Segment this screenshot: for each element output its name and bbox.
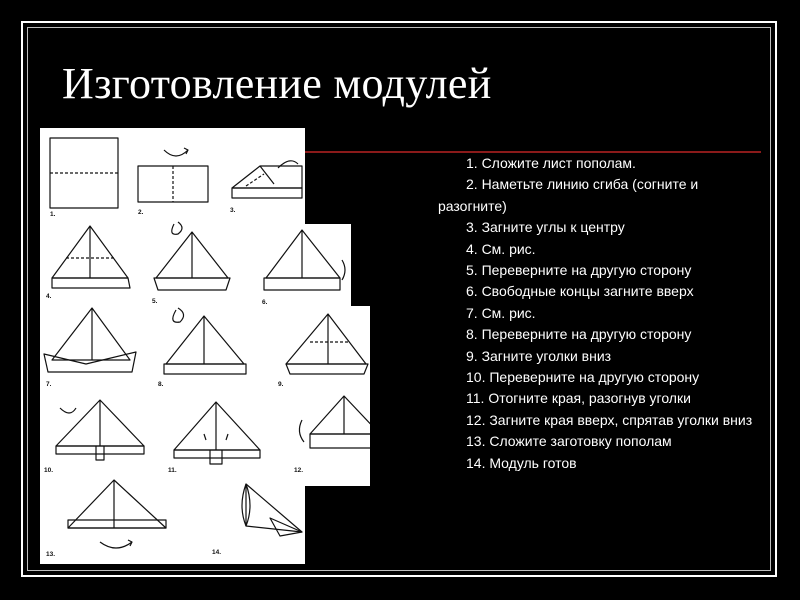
step-label: 9. bbox=[278, 381, 284, 388]
step-label: 7. bbox=[46, 381, 52, 388]
step-label: 11. bbox=[168, 467, 177, 474]
step-item: 3. Загните углы к центру bbox=[466, 219, 625, 236]
step-item: 14. Модуль готов bbox=[466, 454, 577, 471]
step-label: 4. bbox=[46, 293, 52, 300]
step-item: 12. Загните края вверх, спрятав уголки вниз bbox=[466, 411, 753, 428]
step-label: 5. bbox=[152, 298, 158, 305]
step-item: 13. Сложите заготовку пополам bbox=[466, 433, 672, 450]
slide-title: Изготовление модулей bbox=[62, 59, 492, 108]
step-label: 1. bbox=[50, 211, 56, 218]
step-item: 6. Свободные концы загните вверх bbox=[466, 283, 694, 300]
diagram-paper-strip bbox=[305, 394, 370, 486]
step-label: 6. bbox=[262, 299, 268, 306]
step-item: 1. Сложите лист пополам. bbox=[466, 155, 636, 171]
folding-diagram-svg bbox=[40, 128, 370, 564]
step-item: 10. Переверните на другую сторону bbox=[466, 369, 700, 386]
diagram-paper-strip bbox=[305, 306, 370, 394]
step-item: 11. Отогните края, разогнув уголки bbox=[466, 390, 691, 407]
folding-diagram bbox=[40, 128, 305, 564]
step-item: 7. См. рис. bbox=[466, 304, 536, 321]
step-item: 4. См. рис. bbox=[466, 240, 536, 257]
step-label: 12. bbox=[294, 467, 304, 474]
step-label: 14. bbox=[212, 549, 222, 556]
step-item: 2. Наметьте линию сгиба (согните и разогните) bbox=[438, 176, 699, 214]
step-item: 9. Загните уголки вниз bbox=[466, 347, 612, 364]
step-label: 2. bbox=[138, 209, 144, 216]
step-label: 3. bbox=[230, 207, 236, 214]
step-label: 10. bbox=[44, 467, 54, 474]
steps-list bbox=[438, 153, 763, 474]
step-item: 5. Переверните на другую сторону bbox=[466, 262, 692, 279]
step-item: 8. Переверните на другую сторону bbox=[466, 326, 692, 343]
step-label: 13. bbox=[46, 551, 56, 558]
step-label: 8. bbox=[158, 381, 164, 388]
